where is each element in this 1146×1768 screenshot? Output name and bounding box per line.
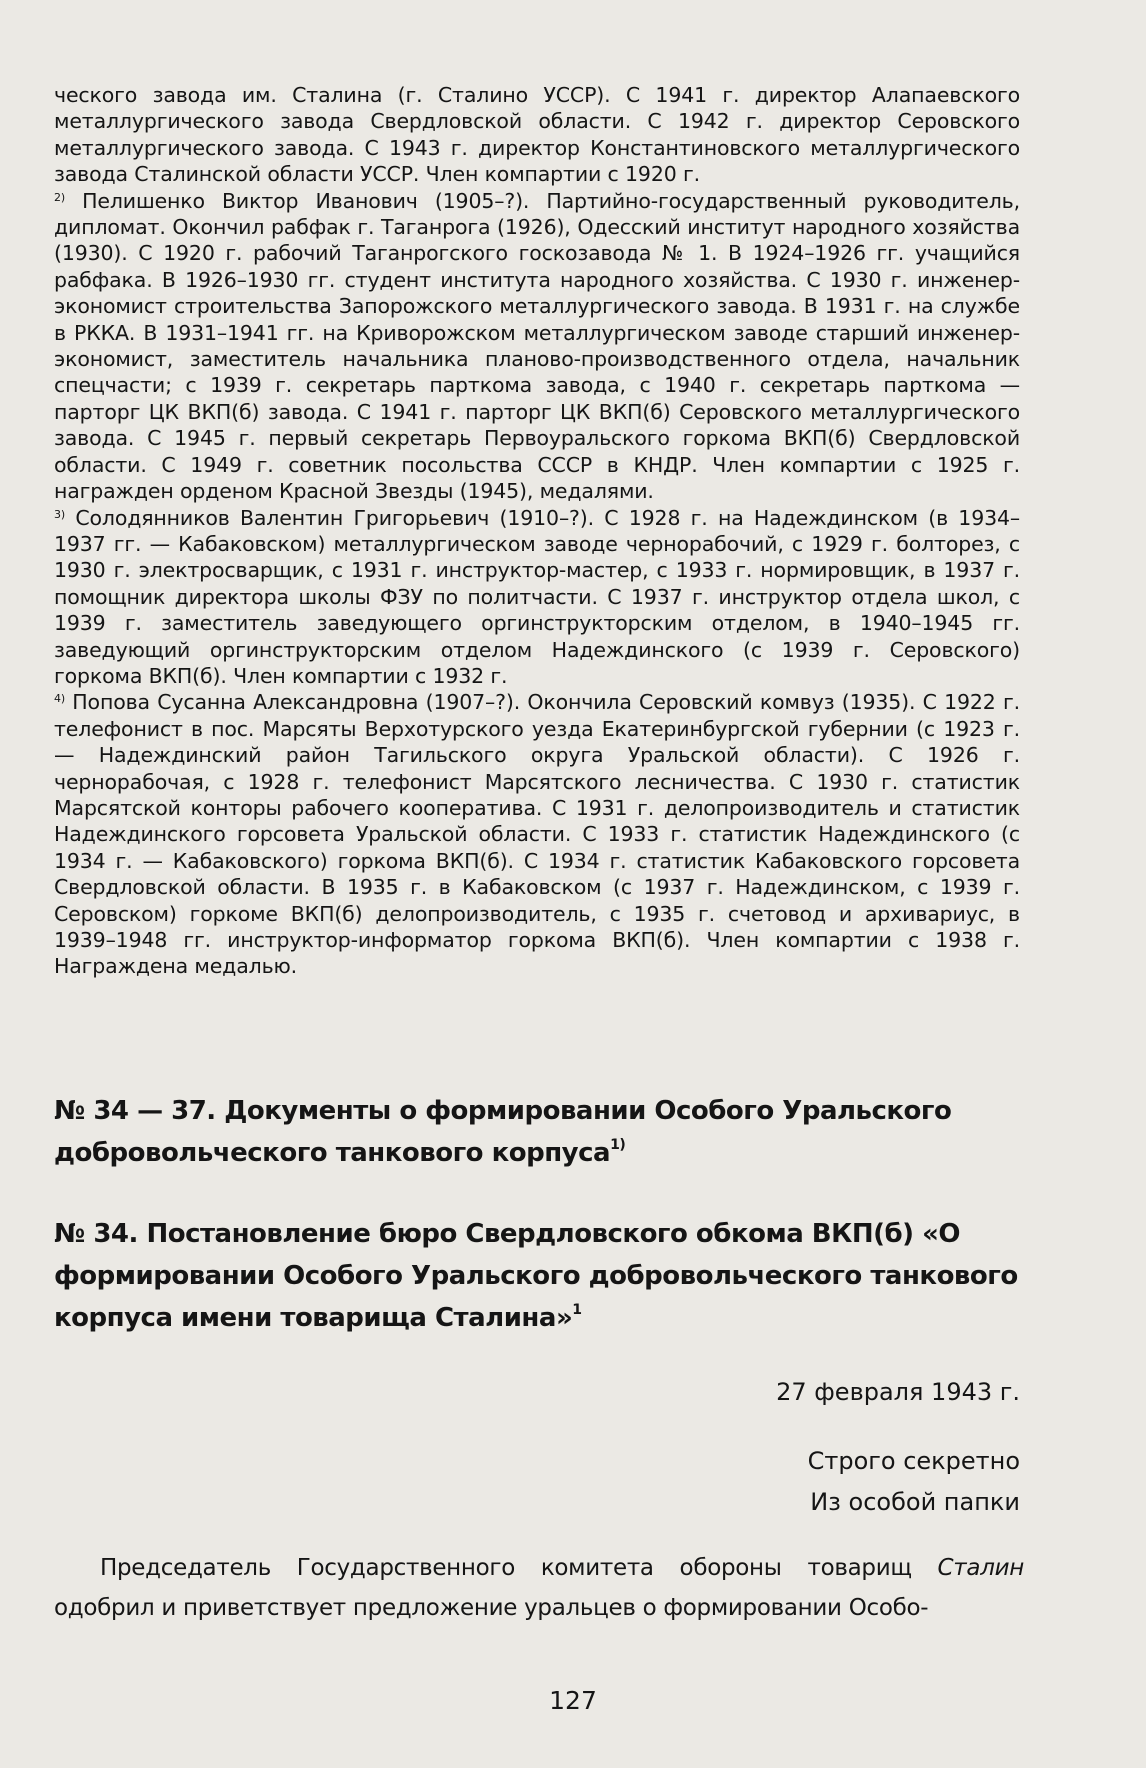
footnote-4 [54,689,1020,979]
section-heading [54,1090,1024,1174]
document-title-footnote-marker: 1 [572,1302,582,1318]
body-name-italic: Сталин [937,1555,1024,1581]
section-heading-footnote-marker: 1) [610,1137,626,1153]
footnote-4-marker: 4) [54,692,65,706]
footnote-4-text: Попова Сусанна Александровна (1907–?). Окончила Серовский комвуз (1935). С 1922 г. телефонист в пос. Марсяты Верхотурского уезда Екатеринбургской губернии (с 1923 г. — Надеждинский район Тагильского округа Уральской области). С 1926 г. чернорабочая, с 1928 г. телефонист Марсятского лесничества. С 1930 г. статистик Марсятской конторы рабочего кооператива. С 1931 г. делопроизводитель и статистик Надеждинского горсовета Уральской области. С 1933 г. статистик Надеждинского (с 1934 г. — Кабаковского) горкома ВКП(б). С 1934 г. статистик Кабаковского горсовета Свердловской области. В 1935 г. в Кабаковском (с 1937 г. Надеждинском, с 1939 г. Серовском) горкоме ВКП(б) делопроизводитель, с 1935 г. счетовод и архивариус, в 1939–1948 гг. инструктор-информатор горкома ВКП(б). Член компартии с 1938 г. Награждена медалью. [54,690,1020,979]
document-title [54,1213,1024,1339]
body-text-end: одобрил и приветствует предложение уральцев о формировании Особо- [54,1595,929,1621]
footnote-2-marker: 2) [54,190,65,204]
page-number: 127 [549,1686,597,1715]
footnote-2 [54,188,1020,505]
footnote-3-text: Солодянников Валентин Григорьевич (1910–?). С 1928 г. на Надеждинском (в 1934–1937 гг. — Кабаковском) металлургическом заводе чернорабочий, с 1929 г. болторез, с 1930 г. электросварщик, с 1931 г. инструктор-мастер, с 1933 г. нормировщик, в 1937 г. помощник директора школы ФЗУ по политчасти. С 1937 г. инструктор отдела школ, с 1939 г. заместитель заведующего оргинструкторским отделом, в 1940–1945 гг. заведующий оргинструкторским отделом Надеждинского (с 1939 г. Серовского) горкома ВКП(б). Член компартии с 1932 г. [54,505,1020,688]
footnotes-block [54,82,1020,980]
footnote-1-text: ческого завода им. Сталина (г. Сталино УССР). С 1941 г. директор Алапаевского металлургического завода Свердловской области. С 1942 г. директор Серовского металлургического завода. С 1943 г. директор Константиновского металлургического завода Сталинской области УССР. Член компартии с 1920 г. [54,83,1020,187]
section-heading-text: № 34 — 37. Документы о формировании Особого Уральского добровольческого танкового корпуса [54,1096,952,1168]
body-paragraph [54,1548,1024,1628]
footnote-3 [54,505,1020,690]
footnote-2-text: Пелишенко Виктор Иванович (1905–?). Партийно-государственный руководитель, дипломат. Окончил рабфак г. Таганрога (1926), Одесский институт народного хозяйства (1930). С 1920 г. рабочий Таганрогского госкозавода № 1. В 1924–1926 гг. учащийся рабфака. В 1926–1930 гг. студент института народного хозяйства. С 1930 г. инженер-экономист строительства Запорожского металлургического завода. В 1931 г. на службе в РККА. В 1931–1941 гг. на Криворожском металлургическом заводе старший инженер-экономист, заместитель начальника планово-производственного отдела, начальник спецчасти; с 1939 г. секретарь парткома завода, с 1940 г. секретарь парткома — парторг ЦК ВКП(б) завода. С 1941 г. парторг ЦК ВКП(б) Серовского металлургического завода. С 1945 г. первый секретарь Первоуральского горкома ВКП(б) Свердловской области. С 1949 г. советник посольства СССР в КНДР. Член компартии с 1925 г. награжден орденом Красной Звезды (1945), медалями. [54,188,1020,504]
secrecy-stamp: Строго секретно [807,1447,1020,1475]
document-date: 27 февраля 1943 г. [776,1378,1020,1406]
body-text-start: Председатель Государственного комитета обороны товарищ [100,1555,938,1581]
footnote-3-marker: 3) [54,507,65,521]
special-folder-stamp: Из особой папки [810,1488,1020,1516]
footnote-1-continued [54,82,1020,188]
document-title-text: № 34. Постановление бюро Свердловского обкома ВКП(б) «О формировании Особого Уральского добровольческого танкового корпуса имени товарища Сталина» [54,1219,1018,1333]
